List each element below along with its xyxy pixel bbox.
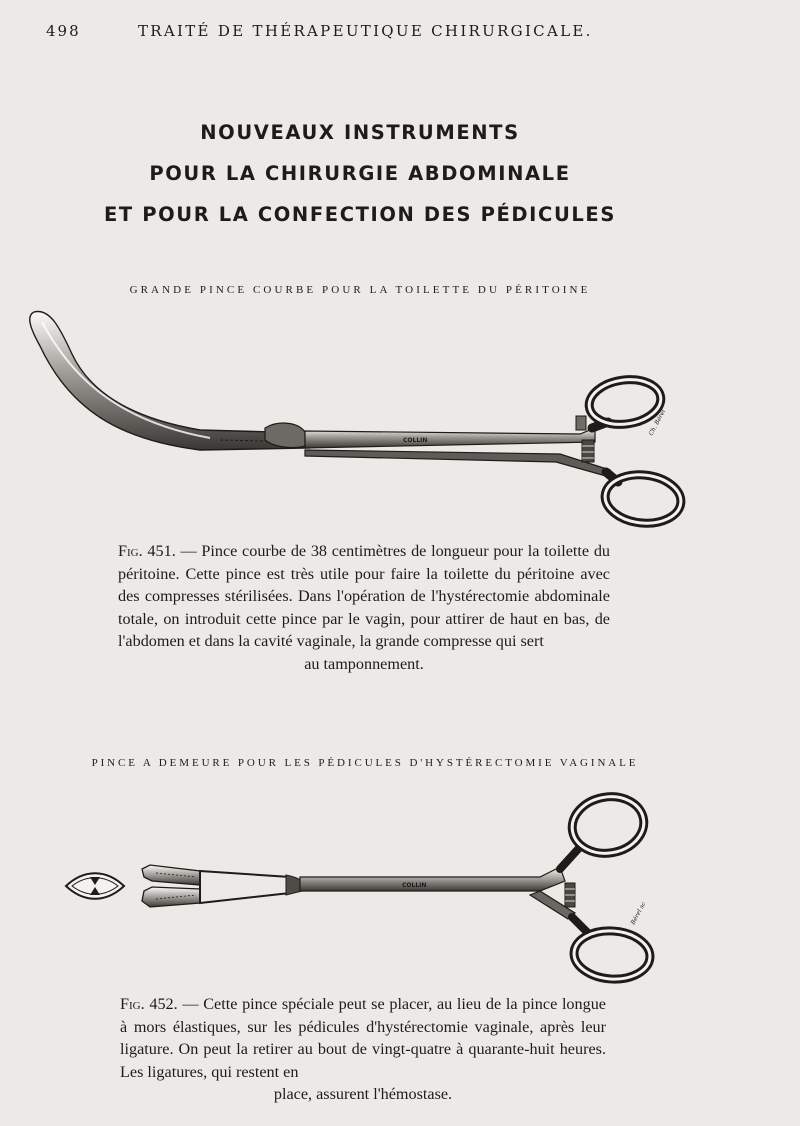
caption-last-line: place, assurent l'hémostase. — [273, 1085, 453, 1103]
chapter-title-line: ET POUR LA CONFECTION DES PÉDICULES — [104, 203, 616, 226]
section-heading-curved-forceps: GRANDE PINCE COURBE POUR LA TOILETTE DU PÉRITOINE — [129, 284, 591, 296]
section-heading-pedicle-clamp: PINCE A DEMEURE POUR LES PÉDICULES D'HYSTÉRECTOMIE VAGINALE — [91, 757, 639, 769]
maker-mark: COLLIN — [403, 437, 428, 444]
figure-number: 452. — [149, 995, 178, 1013]
chapter-title-line: NOUVEAUX INSTRUMENTS — [200, 121, 520, 144]
running-title: TRAITÉ DE THÉRAPEUTIQUE CHIRURGICALE. — [138, 22, 593, 40]
engraver-mark: Ch. Bérel — [647, 408, 668, 437]
caption-text: — Pince courbe de 38 centimètres de longueur pour la toilette du péritoine. Cette pince est très utile pour faire la toilette du péritoine avec des compresses stérilisées. Dans l'opération de l'hystérectomie abdominale totale, on introduit cette pince par le vagin, pour attirer de haut en bas, de l'abdomen et dans la cavité vaginale, la grande compresse qui sert — [118, 542, 611, 650]
caption-text: — Cette pince spéciale peut se placer, au lieu de la pince longue à mors élastiques, sur les pédicules d'hystérectomie vaginale, après leur ligature. On peut la retirer au bout de vingt-quatre à quarante-huit heures. Les ligatures, qui restent en — [120, 995, 606, 1081]
engraver-mark: Bérel sc — [629, 900, 648, 926]
figure-label — [120, 995, 178, 1013]
figure-451-caption — [118, 540, 610, 675]
figure-label-word: Fig. — [120, 995, 145, 1013]
figure-number: 451. — [147, 542, 176, 560]
pedicle-clamp-illustration — [60, 785, 660, 985]
chapter-title — [60, 112, 660, 235]
figure-label-word: Fig. — [118, 542, 143, 560]
curved-forceps-illustration — [20, 300, 700, 535]
page-number: 498 — [46, 22, 81, 40]
figure-label — [118, 542, 176, 560]
running-header — [46, 22, 746, 46]
chapter-title-line: POUR LA CHIRURGIE ABDOMINALE — [149, 162, 571, 185]
figure-452-caption — [120, 993, 606, 1106]
caption-last-line: au tamponnement. — [304, 654, 424, 673]
jaw-cross-section — [66, 873, 124, 899]
maker-mark: COLLIN — [402, 882, 427, 889]
